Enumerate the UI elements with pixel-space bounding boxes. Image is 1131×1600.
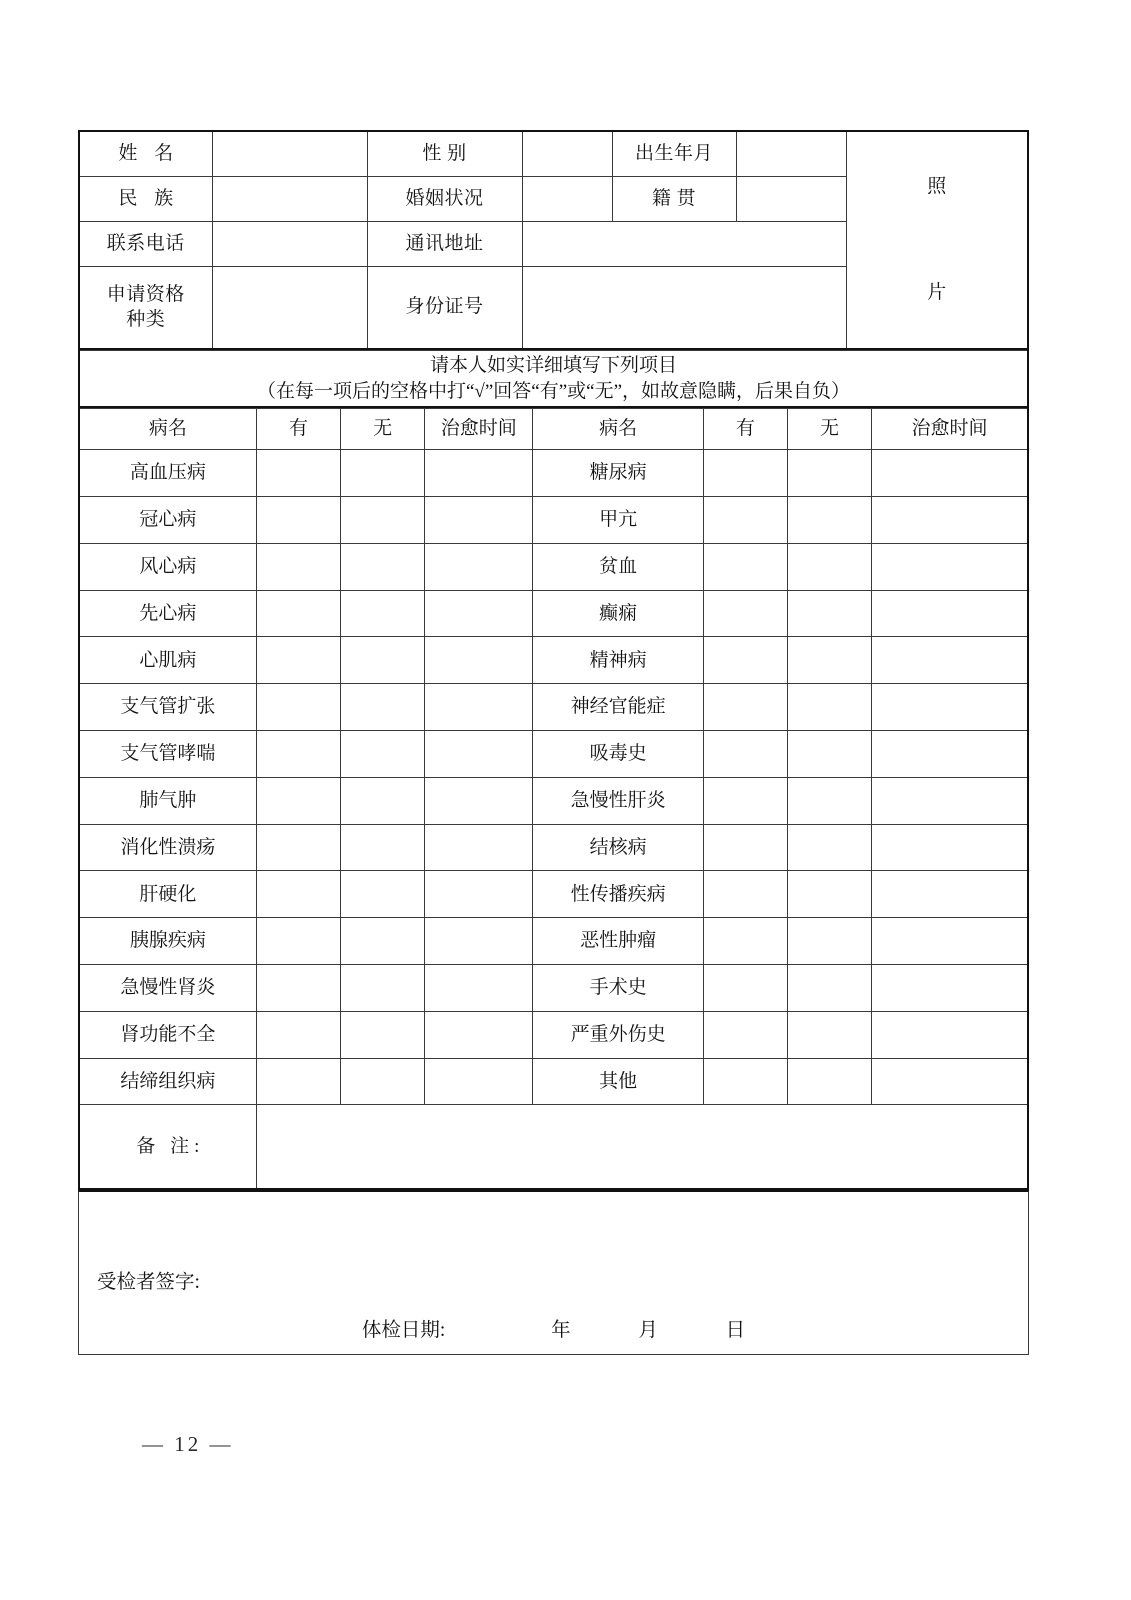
table-row xyxy=(79,543,1028,590)
disease-name-left: 消化性溃疡 xyxy=(79,824,256,871)
checkbox-no-left[interactable] xyxy=(341,543,425,590)
form-page xyxy=(78,130,1029,1355)
table-row xyxy=(79,351,1028,408)
disease-name-right: 贫血 xyxy=(533,543,703,590)
checkbox-yes-left[interactable] xyxy=(256,543,340,590)
disease-name-right: 其他 xyxy=(533,1058,703,1105)
label-phone: 联系电话 xyxy=(79,221,212,266)
checkbox-no-right[interactable] xyxy=(787,918,871,965)
cure-time-left[interactable] xyxy=(425,731,533,778)
checkbox-yes-right[interactable] xyxy=(703,824,787,871)
disease-name-left: 肺气肿 xyxy=(79,777,256,824)
photo-label-line2: 片 xyxy=(927,282,947,304)
field-application-category[interactable] xyxy=(212,266,367,349)
field-ethnicity[interactable] xyxy=(212,176,367,221)
checkbox-yes-left[interactable] xyxy=(256,684,340,731)
label-address: 通讯地址 xyxy=(367,221,522,266)
field-birth-date[interactable] xyxy=(736,131,846,176)
disease-name-right: 精神病 xyxy=(533,637,703,684)
cure-time-right[interactable] xyxy=(872,965,1028,1012)
label-application-category xyxy=(79,266,212,349)
disease-name-left: 结缔组织病 xyxy=(79,1058,256,1105)
disease-name-left: 肝硬化 xyxy=(79,871,256,918)
checkbox-yes-right[interactable] xyxy=(703,731,787,778)
disease-name-left: 急慢性肾炎 xyxy=(79,965,256,1012)
disease-name-left: 冠心病 xyxy=(79,497,256,544)
checkbox-yes-left[interactable] xyxy=(256,918,340,965)
disease-name-right: 严重外伤史 xyxy=(533,1011,703,1058)
cure-time-right[interactable] xyxy=(872,590,1028,637)
cure-time-right[interactable] xyxy=(872,543,1028,590)
field-gender[interactable] xyxy=(522,131,612,176)
label-marital-status: 婚姻状况 xyxy=(367,176,522,221)
label-remark: 备 注: xyxy=(79,1105,256,1189)
disease-name-left: 肾功能不全 xyxy=(79,1011,256,1058)
cure-time-right[interactable] xyxy=(872,1011,1028,1058)
table-row xyxy=(79,684,1028,731)
photo-placeholder[interactable] xyxy=(846,131,1028,349)
checkbox-yes-left[interactable] xyxy=(256,824,340,871)
disease-name-left: 心肌病 xyxy=(79,637,256,684)
disease-name-left: 先心病 xyxy=(79,590,256,637)
checkbox-no-right[interactable] xyxy=(787,497,871,544)
label-ethnicity: 民 族 xyxy=(79,176,212,221)
checkbox-yes-right[interactable] xyxy=(703,543,787,590)
checkbox-no-left[interactable] xyxy=(341,450,425,497)
field-name[interactable] xyxy=(212,131,367,176)
table-header-row xyxy=(79,409,1028,450)
checkbox-no-left[interactable] xyxy=(341,871,425,918)
checkbox-yes-left[interactable] xyxy=(256,590,340,637)
cure-time-left[interactable] xyxy=(425,497,533,544)
label-birth-date: 出生年月 xyxy=(612,131,736,176)
checkbox-no-left[interactable] xyxy=(341,965,425,1012)
table-row xyxy=(79,731,1028,778)
disease-name-left: 风心病 xyxy=(79,543,256,590)
disease-name-right: 糖尿病 xyxy=(533,450,703,497)
cure-time-right[interactable] xyxy=(872,871,1028,918)
label-application-category-line2: 种类 xyxy=(126,309,166,331)
checkbox-yes-left[interactable] xyxy=(256,637,340,684)
checkbox-no-left[interactable] xyxy=(341,777,425,824)
cure-time-left[interactable] xyxy=(425,543,533,590)
cure-time-right[interactable] xyxy=(872,497,1028,544)
header-yes-right: 有 xyxy=(703,409,787,450)
disease-name-right: 结核病 xyxy=(533,824,703,871)
disease-name-right: 性传播疾病 xyxy=(533,871,703,918)
checkbox-yes-left[interactable] xyxy=(256,450,340,497)
cure-time-left[interactable] xyxy=(425,590,533,637)
disease-name-left: 支气管扩张 xyxy=(79,684,256,731)
checkbox-no-left[interactable] xyxy=(341,918,425,965)
notice-block xyxy=(79,351,1028,408)
checkbox-no-left[interactable] xyxy=(341,731,425,778)
cure-time-right[interactable] xyxy=(872,684,1028,731)
checkbox-no-right[interactable] xyxy=(787,731,871,778)
label-name: 姓 名 xyxy=(79,131,212,176)
table-row xyxy=(79,637,1028,684)
checkbox-no-left[interactable] xyxy=(341,637,425,684)
cure-time-left[interactable] xyxy=(425,871,533,918)
checkbox-no-left[interactable] xyxy=(341,824,425,871)
cure-time-left[interactable] xyxy=(425,965,533,1012)
notice-table xyxy=(78,350,1029,408)
label-exam-date: 体检日期: xyxy=(361,1319,446,1341)
checkbox-no-right[interactable] xyxy=(787,684,871,731)
header-yes-left: 有 xyxy=(256,409,340,450)
cure-time-left[interactable] xyxy=(425,824,533,871)
field-remark[interactable] xyxy=(256,1105,1028,1189)
disease-name-left: 胰腺疾病 xyxy=(79,918,256,965)
label-day-unit: 日 xyxy=(725,1319,746,1341)
checkbox-no-left[interactable] xyxy=(341,1058,425,1105)
field-address[interactable] xyxy=(522,221,846,266)
checkbox-yes-right[interactable] xyxy=(703,871,787,918)
checkbox-yes-right[interactable] xyxy=(703,590,787,637)
checkbox-yes-left[interactable] xyxy=(256,1011,340,1058)
checkbox-no-right[interactable] xyxy=(787,824,871,871)
cure-time-right[interactable] xyxy=(872,450,1028,497)
disease-name-right: 恶性肿瘤 xyxy=(533,918,703,965)
checkbox-no-right[interactable] xyxy=(787,1011,871,1058)
cure-time-left[interactable] xyxy=(425,450,533,497)
checkbox-yes-left[interactable] xyxy=(256,1058,340,1105)
header-no-right: 无 xyxy=(787,409,871,450)
checkbox-no-left[interactable] xyxy=(341,590,425,637)
table-row xyxy=(79,965,1028,1012)
header-cure-time-left: 治愈时间 xyxy=(425,409,533,450)
table-row xyxy=(79,777,1028,824)
label-gender: 性 别 xyxy=(367,131,522,176)
disease-name-right: 手术史 xyxy=(533,965,703,1012)
checkbox-no-right[interactable] xyxy=(787,777,871,824)
checkbox-yes-left[interactable] xyxy=(256,497,340,544)
checkbox-no-right[interactable] xyxy=(787,450,871,497)
checkbox-yes-left[interactable] xyxy=(256,965,340,1012)
cure-time-right[interactable] xyxy=(872,777,1028,824)
disease-name-right: 急慢性肝炎 xyxy=(533,777,703,824)
checkbox-yes-right[interactable] xyxy=(703,777,787,824)
cure-time-left[interactable] xyxy=(425,1058,533,1105)
label-application-category-line1: 申请资格 xyxy=(106,283,185,305)
disease-name-left: 支气管哮喘 xyxy=(79,731,256,778)
checkbox-yes-right[interactable] xyxy=(703,684,787,731)
cure-time-left[interactable] xyxy=(425,777,533,824)
table-row xyxy=(79,590,1028,637)
checkbox-no-left[interactable] xyxy=(341,1011,425,1058)
label-examinee-signature: 受检者签字: xyxy=(97,1271,200,1293)
signature-block xyxy=(78,1190,1029,1355)
checkbox-no-left[interactable] xyxy=(341,497,425,544)
label-native-place: 籍 贯 xyxy=(612,176,736,221)
cure-time-right[interactable] xyxy=(872,918,1028,965)
cure-time-right[interactable] xyxy=(872,1058,1028,1105)
field-id-number[interactable] xyxy=(522,266,846,349)
checkbox-no-right[interactable] xyxy=(787,871,871,918)
page-number: — 12 — xyxy=(142,1432,234,1456)
table-row xyxy=(79,1058,1028,1105)
disease-name-right: 神经官能症 xyxy=(533,684,703,731)
cure-time-right[interactable] xyxy=(872,824,1028,871)
photo-label-line1: 照 xyxy=(927,176,947,198)
header-cure-time-right: 治愈时间 xyxy=(872,409,1028,450)
cure-time-left[interactable] xyxy=(425,918,533,965)
cure-time-right[interactable] xyxy=(872,731,1028,778)
disease-name-right: 甲亢 xyxy=(533,497,703,544)
header-disease-name-left: 病名 xyxy=(79,409,256,450)
header-no-left: 无 xyxy=(341,409,425,450)
checkbox-no-right[interactable] xyxy=(787,637,871,684)
notice-line-2: （在每一项后的空格中打“√”回答“有”或“无”，如故意隐瞒，后果自负） xyxy=(256,380,851,402)
cure-time-right[interactable] xyxy=(872,637,1028,684)
checkbox-yes-right[interactable] xyxy=(703,637,787,684)
cure-time-left[interactable] xyxy=(425,1011,533,1058)
label-id-number: 身份证号 xyxy=(367,266,522,349)
disease-name-right: 癫痫 xyxy=(533,590,703,637)
label-month-unit: 月 xyxy=(638,1319,658,1341)
checkbox-no-left[interactable] xyxy=(341,684,425,731)
field-phone[interactable] xyxy=(212,221,367,266)
table-row xyxy=(79,450,1028,497)
table-row xyxy=(79,918,1028,965)
checkbox-yes-left[interactable] xyxy=(256,731,340,778)
checkbox-yes-right[interactable] xyxy=(703,1011,787,1058)
table-row xyxy=(79,824,1028,871)
checkbox-yes-left[interactable] xyxy=(256,871,340,918)
checkbox-no-right[interactable] xyxy=(787,590,871,637)
header-disease-name-right: 病名 xyxy=(533,409,703,450)
disease-name-right: 吸毒史 xyxy=(533,731,703,778)
checkbox-no-right[interactable] xyxy=(787,1058,871,1105)
checkbox-yes-left[interactable] xyxy=(256,777,340,824)
table-row xyxy=(79,497,1028,544)
cure-time-left[interactable] xyxy=(425,637,533,684)
field-native-place[interactable] xyxy=(736,176,846,221)
field-marital-status[interactable] xyxy=(522,176,612,221)
exam-date-line xyxy=(79,1314,1028,1342)
label-year-unit: 年 xyxy=(551,1319,571,1341)
table-row xyxy=(79,1011,1028,1058)
table-row xyxy=(79,131,1028,176)
checkbox-yes-right[interactable] xyxy=(703,965,787,1012)
table-row xyxy=(79,871,1028,918)
checkbox-no-right[interactable] xyxy=(787,543,871,590)
checkbox-yes-right[interactable] xyxy=(703,450,787,497)
notice-line-1: 请本人如实详细填写下列项目 xyxy=(429,355,677,376)
checkbox-yes-right[interactable] xyxy=(703,497,787,544)
disease-history-table xyxy=(78,408,1029,1190)
checkbox-yes-right[interactable] xyxy=(703,1058,787,1105)
cure-time-left[interactable] xyxy=(425,684,533,731)
remark-row xyxy=(79,1105,1028,1189)
checkbox-no-right[interactable] xyxy=(787,965,871,1012)
checkbox-yes-right[interactable] xyxy=(703,918,787,965)
personal-info-table xyxy=(78,130,1029,350)
disease-name-left: 高血压病 xyxy=(79,450,256,497)
